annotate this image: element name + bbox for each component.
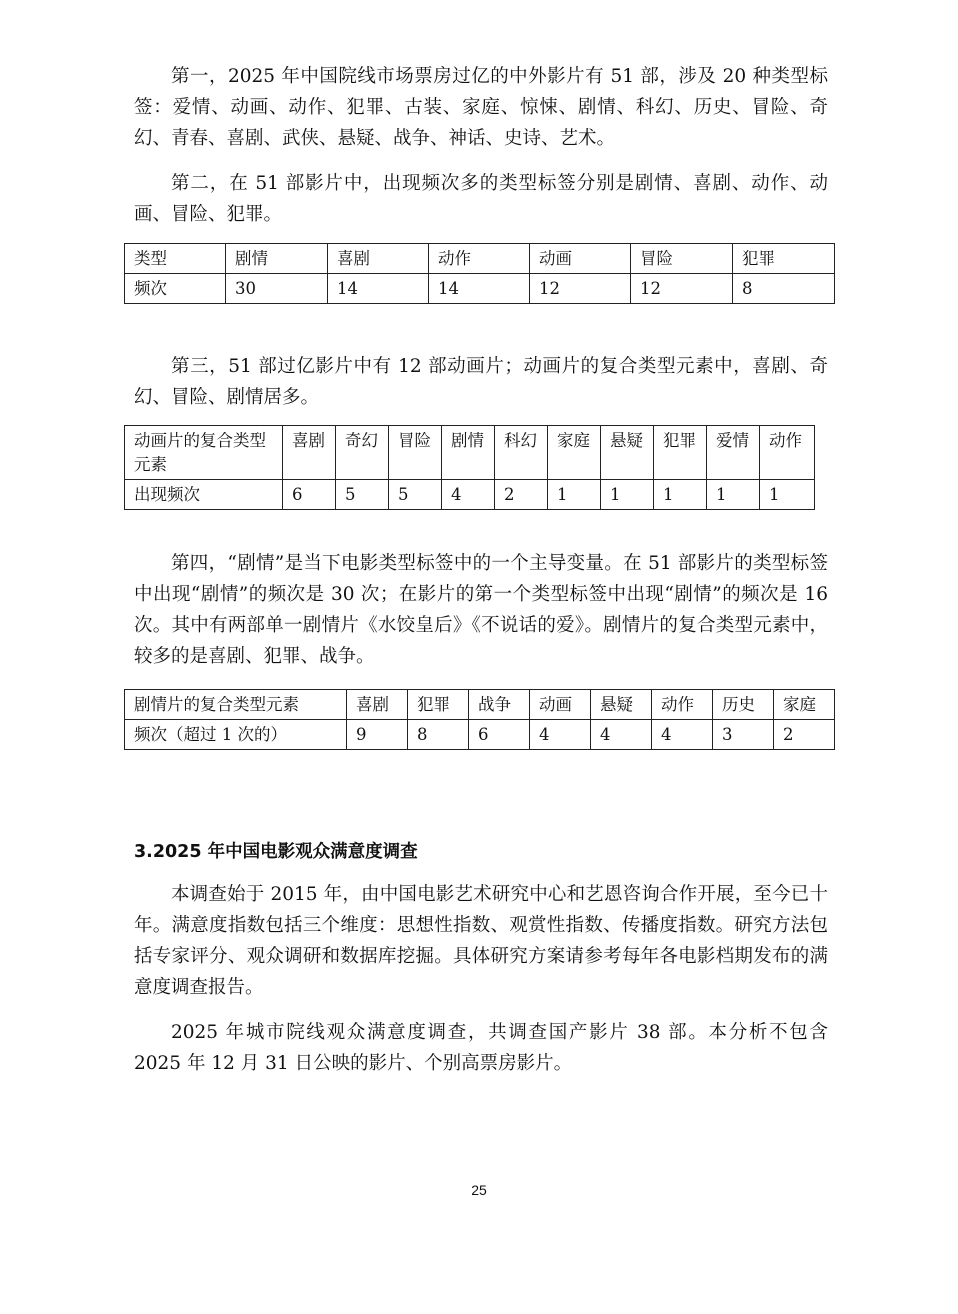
- table-cell: 犯罪: [733, 244, 835, 274]
- page-number: 25: [471, 1182, 487, 1198]
- row-label-frequency-over-one: 频次（超过 1 次的）: [125, 720, 347, 750]
- table-cell: 12: [530, 274, 631, 304]
- table-cell: 1: [707, 480, 760, 510]
- paragraph-2: 第二，在 51 部影片中，出现频次多的类型标签分别是剧情、喜剧、动作、动画、冒险、犯罪。: [134, 173, 828, 225]
- table-cell: 5: [389, 480, 442, 510]
- drama-genre-table: [124, 689, 835, 750]
- table-cell: 14: [429, 274, 530, 304]
- row-label-type: 类型: [125, 244, 226, 274]
- table-cell: 历史: [713, 690, 774, 720]
- table-cell: 4: [591, 720, 652, 750]
- table-cell: 动作: [760, 426, 815, 480]
- table-cell: 4: [442, 480, 495, 510]
- table-cell: 冒险: [631, 244, 733, 274]
- table-cell: 1: [601, 480, 654, 510]
- table-cell: 12: [631, 274, 733, 304]
- table-cell: 14: [328, 274, 429, 304]
- table-cell: 奇幻: [336, 426, 389, 480]
- table-cell: 5: [336, 480, 389, 510]
- table-cell: 4: [530, 720, 591, 750]
- table-cell: 2: [495, 480, 548, 510]
- table-cell: 动作: [652, 690, 713, 720]
- table-cell: 8: [408, 720, 469, 750]
- table-cell: 战争: [469, 690, 530, 720]
- paragraph-5: 本调查始于 2015 年，由中国电影艺术研究中心和艺恩咨询合作开展，至今已十年。满意度指数包括三个维度：思想性指数、观赏性指数、传播度指数。研究方法包括专家评分、观众调研和数据库挖掘。具体研究方案请参考每年各电影档期发布的满意度调查报告。: [134, 884, 828, 998]
- table-cell: 1: [654, 480, 707, 510]
- table-cell: 1: [760, 480, 815, 510]
- table-cell: 6: [283, 480, 336, 510]
- row-label-frequency: 频次: [125, 274, 226, 304]
- table-cell: 犯罪: [408, 690, 469, 720]
- row-label-occurrence: 出现频次: [125, 480, 283, 510]
- table-cell: 爱情: [707, 426, 760, 480]
- paragraph-1: 第一，2025 年中国院线市场票房过亿的中外影片有 51 部，涉及 20 种类型标签：爱情、动画、动作、犯罪、古装、家庭、惊悚、剧情、科幻、历史、冒险、奇幻、青春、喜剧、武侠、悬疑、战争、神话、史诗、艺术。: [134, 66, 828, 149]
- table-cell: 8: [733, 274, 835, 304]
- table-cell: 9: [347, 720, 408, 750]
- table-row: [125, 480, 815, 510]
- table-cell: 6: [469, 720, 530, 750]
- animation-genre-table: [124, 425, 815, 510]
- paragraph-3: 第三，51 部过亿影片中有 12 部动画片；动画片的复合类型元素中，喜剧、奇幻、冒险、剧情居多。: [134, 356, 828, 408]
- table-cell: 悬疑: [601, 426, 654, 480]
- paragraph-4: 第四，“剧情”是当下电影类型标签中的一个主导变量。在 51 部影片的类型标签中出现“剧情”的频次是 30 次；在影片的第一个类型标签中出现“剧情”的频次是 16 次。其中有两部单一剧情片《水饺皇后》《不说话的爱》。剧情片的复合类型元素中，较多的是喜剧、犯罪、战争。: [134, 553, 828, 667]
- table-cell: 1: [548, 480, 601, 510]
- table-cell: 家庭: [774, 690, 835, 720]
- table-cell: 喜剧: [347, 690, 408, 720]
- table-row: [125, 690, 835, 720]
- table-cell: 3: [713, 720, 774, 750]
- table-row: [125, 720, 835, 750]
- table-row: [125, 426, 815, 480]
- table-cell: 剧情: [226, 244, 328, 274]
- table-cell: 30: [226, 274, 328, 304]
- table-cell: 动作: [429, 244, 530, 274]
- table-cell: 2: [774, 720, 835, 750]
- paragraph-6: 2025 年城市院线观众满意度调查，共调查国产影片 38 部。本分析不包含 2025 年 12 月 31 日公映的影片、个别高票房影片。: [134, 1022, 828, 1074]
- table-cell: 4: [652, 720, 713, 750]
- table-cell: 动画: [530, 244, 631, 274]
- row-label-drama-elements: 剧情片的复合类型元素: [125, 690, 347, 720]
- table-cell: 动画: [530, 690, 591, 720]
- genre-frequency-table: [124, 243, 835, 304]
- table-cell: 喜剧: [328, 244, 429, 274]
- section-heading: 3.2025 年中国电影观众满意度调查: [134, 842, 418, 862]
- table-cell: 科幻: [495, 426, 548, 480]
- table-cell: 悬疑: [591, 690, 652, 720]
- table-cell: 犯罪: [654, 426, 707, 480]
- table-row: [125, 244, 835, 274]
- table-cell: 冒险: [389, 426, 442, 480]
- row-label-animation-elements: 动画片的复合类型元素: [125, 426, 283, 480]
- table-row: [125, 274, 835, 304]
- table-cell: 家庭: [548, 426, 601, 480]
- table-cell: 剧情: [442, 426, 495, 480]
- table-cell: 喜剧: [283, 426, 336, 480]
